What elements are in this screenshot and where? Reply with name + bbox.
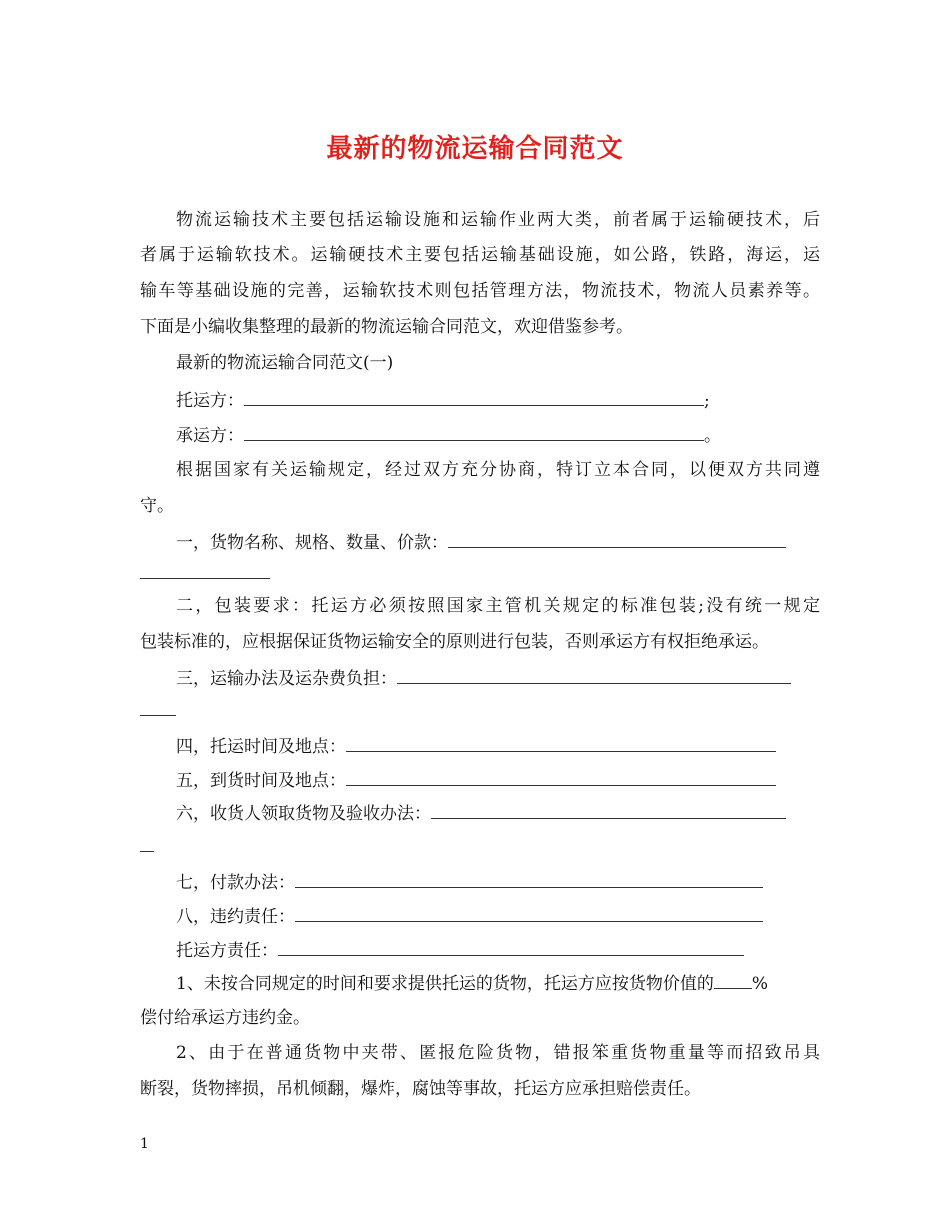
intro-line-3: 输车等基础设施的完善，运输软技术则包括管理方法，物流技术，物流人员素养等。 bbox=[140, 281, 820, 301]
item-2-line-2: 断裂，货物摔损，吊机倾翻，爆炸，腐蚀等事故，托运方应承担赔偿责任。 bbox=[140, 1079, 701, 1099]
clause-7-blank bbox=[295, 869, 763, 888]
item-1-line-2: 偿付给承运方违约金。 bbox=[140, 1008, 310, 1028]
clause-4 bbox=[176, 733, 820, 759]
basis-line-2: 守。 bbox=[140, 496, 174, 516]
clause-1-blank bbox=[448, 529, 786, 548]
item-1-text: 1、未按合同规定的时间和要求提供托运的货物，托运方应按货物价值的 bbox=[176, 974, 714, 994]
clause-5-label: 五，到货时间及地点： bbox=[176, 771, 346, 791]
carrier-label: 承运方： bbox=[176, 426, 244, 446]
clause-8 bbox=[176, 903, 820, 929]
shipper-end: ; bbox=[704, 391, 710, 411]
shipper-field bbox=[176, 387, 820, 413]
carrier-end: 。 bbox=[704, 426, 721, 446]
clause-1-label: 一，货物名称、规格、数量、价款： bbox=[176, 533, 448, 553]
clause-4-label: 四，托运时间及地点： bbox=[176, 737, 346, 757]
shipper-label: 托运方： bbox=[176, 391, 244, 411]
clause-2-line-2: 包装标准的，应根据保证货物运输安全的原则进行包装，否则承运方有权拒绝承运。 bbox=[140, 632, 769, 652]
percentage-sign: % bbox=[751, 974, 768, 994]
clause-8-blank bbox=[295, 903, 763, 922]
percentage-blank bbox=[714, 970, 752, 989]
item-1-line-1 bbox=[176, 970, 820, 996]
clause-6-continuation-blank bbox=[140, 850, 154, 852]
clause-5 bbox=[176, 767, 820, 793]
clause-1 bbox=[176, 529, 820, 555]
page-number: 1 bbox=[140, 1136, 149, 1152]
clause-2-line-1: 二，包装要求：托运方必须按照国家主管机关规定的标准包装;没有统一规定 bbox=[176, 596, 820, 616]
shipper-blank bbox=[244, 387, 704, 406]
section-heading: 最新的物流运输合同范文(一) bbox=[176, 353, 394, 373]
clause-6-blank bbox=[431, 800, 786, 819]
intro-line-2: 者属于运输软技术。运输硬技术主要包括运输基础设施，如公路，铁路，海运，运 bbox=[140, 245, 820, 265]
carrier-blank bbox=[244, 422, 704, 441]
item-2-line-1: 2、由于在普通货物中夹带、匿报危险货物，错报笨重货物重量等而招致吊具 bbox=[176, 1043, 820, 1063]
clause-4-blank bbox=[346, 733, 776, 752]
basis-line-1: 根据国家有关运输规定，经过双方充分协商，特订立本合同，以便双方共同遵 bbox=[176, 460, 820, 480]
clause-6-label: 六，收货人领取货物及验收办法： bbox=[176, 804, 431, 824]
intro-line-4: 下面是小编收集整理的最新的物流运输合同范文，欢迎借鉴参考。 bbox=[140, 317, 633, 337]
clause-1-continuation-blank bbox=[140, 577, 270, 579]
clause-7-label: 七，付款办法： bbox=[176, 873, 295, 893]
shipper-liability bbox=[176, 937, 820, 963]
shipper-liability-label: 托运方责任： bbox=[176, 941, 278, 961]
clause-3-continuation-blank bbox=[140, 714, 176, 716]
clause-3-blank bbox=[397, 665, 791, 684]
clause-3 bbox=[176, 665, 820, 691]
carrier-field bbox=[176, 422, 820, 448]
clause-6 bbox=[176, 800, 820, 826]
clause-5-blank bbox=[346, 767, 776, 786]
intro-line-1: 物流运输技术主要包括运输设施和运输作业两大类，前者属于运输硬技术，后 bbox=[176, 210, 820, 230]
shipper-liability-blank bbox=[278, 937, 744, 956]
clause-3-label: 三，运输办法及运杂费负担： bbox=[176, 669, 397, 689]
clause-8-label: 八，违约责任： bbox=[176, 907, 295, 927]
clause-7 bbox=[176, 869, 820, 895]
document-title: 最新的物流运输合同范文 bbox=[326, 134, 624, 164]
